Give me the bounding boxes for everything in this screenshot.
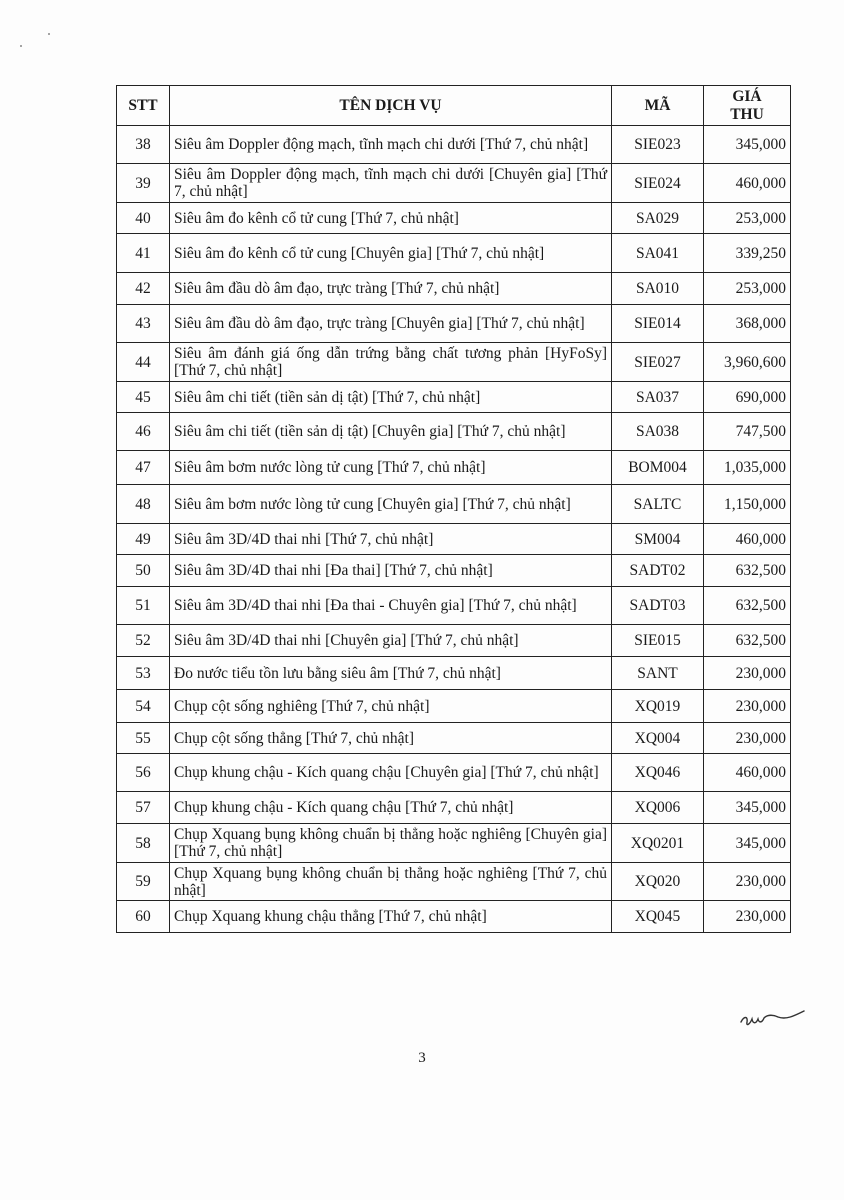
row-code: XQ046 <box>612 754 704 792</box>
row-service-name: Siêu âm Doppler động mạch, tĩnh mạch chi dưới [Chuyên gia] [Thứ 7, chủ nhật] <box>170 164 612 203</box>
table-row <box>117 203 791 234</box>
row-code: XQ019 <box>612 690 704 723</box>
row-service-name: Siêu âm 3D/4D thai nhi [Thứ 7, chủ nhật] <box>170 524 612 555</box>
table-row <box>117 555 791 587</box>
table-row <box>117 451 791 485</box>
row-code: SIE023 <box>612 126 704 164</box>
table-row <box>117 863 791 901</box>
row-stt: 60 <box>117 901 170 933</box>
table-row <box>117 625 791 657</box>
table-row <box>117 901 791 933</box>
row-service-name: Siêu âm đo kênh cổ tử cung [Chuyên gia] [Thứ 7, chủ nhật] <box>170 234 612 273</box>
row-service-name: Siêu âm Doppler động mạch, tĩnh mạch chi dưới [Thứ 7, chủ nhật] <box>170 126 612 164</box>
row-price: 632,500 <box>704 587 791 625</box>
row-stt: 39 <box>117 164 170 203</box>
row-stt: 54 <box>117 690 170 723</box>
service-price-table <box>116 85 791 933</box>
row-service-name: Chụp Xquang khung chậu thẳng [Thứ 7, chủ nhật] <box>170 901 612 933</box>
row-stt: 50 <box>117 555 170 587</box>
row-price: 460,000 <box>704 524 791 555</box>
row-code: SIE024 <box>612 164 704 203</box>
row-stt: 44 <box>117 343 170 382</box>
header-price <box>704 86 791 126</box>
table-row <box>117 126 791 164</box>
table-header-row <box>117 86 791 126</box>
row-service-name: Siêu âm chi tiết (tiền sản dị tật) [Chuyên gia] [Thứ 7, chủ nhật] <box>170 413 612 451</box>
row-service-name: Siêu âm 3D/4D thai nhi [Chuyên gia] [Thứ 7, chủ nhật] <box>170 625 612 657</box>
header-stt: STT <box>117 86 170 126</box>
row-stt: 45 <box>117 382 170 413</box>
row-service-name: Chụp cột sống thẳng [Thứ 7, chủ nhật] <box>170 723 612 754</box>
header-code: MÃ <box>612 86 704 126</box>
row-price: 345,000 <box>704 126 791 164</box>
row-service-name: Chụp Xquang bụng không chuẩn bị thẳng hoặc nghiêng [Chuyên gia] [Thứ 7, chủ nhật] <box>170 824 612 863</box>
row-code: SADT03 <box>612 587 704 625</box>
row-service-name: Siêu âm chi tiết (tiền sản dị tật) [Thứ 7, chủ nhật] <box>170 382 612 413</box>
row-price: 253,000 <box>704 203 791 234</box>
row-stt: 41 <box>117 234 170 273</box>
row-code: SA010 <box>612 273 704 305</box>
table-row <box>117 273 791 305</box>
row-stt: 58 <box>117 824 170 863</box>
table-body <box>117 126 791 933</box>
row-stt: 46 <box>117 413 170 451</box>
row-service-name: Siêu âm đầu dò âm đạo, trực tràng [Chuyên gia] [Thứ 7, chủ nhật] <box>170 305 612 343</box>
scan-speck <box>48 33 50 35</box>
row-price: 632,500 <box>704 555 791 587</box>
row-price: 230,000 <box>704 690 791 723</box>
row-price: 632,500 <box>704 625 791 657</box>
table-row <box>117 524 791 555</box>
header-price-line2: THU <box>730 105 764 123</box>
row-stt: 55 <box>117 723 170 754</box>
row-code: SA037 <box>612 382 704 413</box>
row-service-name: Đo nước tiểu tồn lưu bằng siêu âm [Thứ 7, chủ nhật] <box>170 657 612 690</box>
row-service-name: Chụp khung chậu - Kích quang chậu [Chuyên gia] [Thứ 7, chủ nhật] <box>170 754 612 792</box>
row-code: BOM004 <box>612 451 704 485</box>
table-row <box>117 723 791 754</box>
row-price: 230,000 <box>704 901 791 933</box>
row-stt: 56 <box>117 754 170 792</box>
header-price-line1: GIÁ <box>732 87 762 105</box>
row-price: 230,000 <box>704 657 791 690</box>
table-row <box>117 657 791 690</box>
row-price: 1,035,000 <box>704 451 791 485</box>
row-stt: 49 <box>117 524 170 555</box>
row-service-name: Chụp cột sống nghiêng [Thứ 7, chủ nhật] <box>170 690 612 723</box>
table-row <box>117 690 791 723</box>
row-stt: 57 <box>117 792 170 824</box>
row-price: 1,150,000 <box>704 485 791 524</box>
table-row <box>117 234 791 273</box>
row-code: SIE015 <box>612 625 704 657</box>
row-code: XQ004 <box>612 723 704 754</box>
row-service-name: Chụp Xquang bụng không chuẩn bị thẳng hoặc nghiêng [Thứ 7, chủ nhật] <box>170 863 612 901</box>
row-service-name: Siêu âm đầu dò âm đạo, trực tràng [Thứ 7, chủ nhật] <box>170 273 612 305</box>
row-code: SANT <box>612 657 704 690</box>
row-stt: 48 <box>117 485 170 524</box>
row-code: SIE027 <box>612 343 704 382</box>
row-stt: 52 <box>117 625 170 657</box>
row-price: 368,000 <box>704 305 791 343</box>
row-price: 3,960,600 <box>704 343 791 382</box>
initials-signature-icon <box>738 1006 808 1032</box>
row-stt: 40 <box>117 203 170 234</box>
row-code: SA038 <box>612 413 704 451</box>
row-stt: 42 <box>117 273 170 305</box>
row-stt: 38 <box>117 126 170 164</box>
table-row <box>117 343 791 382</box>
table-row <box>117 485 791 524</box>
row-price: 230,000 <box>704 723 791 754</box>
row-stt: 51 <box>117 587 170 625</box>
row-code: SM004 <box>612 524 704 555</box>
row-price: 230,000 <box>704 863 791 901</box>
row-code: XQ006 <box>612 792 704 824</box>
row-code: SALTC <box>612 485 704 524</box>
row-service-name: Siêu âm bơm nước lòng tử cung [Chuyên gia] [Thứ 7, chủ nhật] <box>170 485 612 524</box>
table-row <box>117 824 791 863</box>
row-code: SADT02 <box>612 555 704 587</box>
row-price: 345,000 <box>704 824 791 863</box>
row-stt: 43 <box>117 305 170 343</box>
table-row <box>117 413 791 451</box>
row-service-name: Siêu âm bơm nước lòng tử cung [Thứ 7, chủ nhật] <box>170 451 612 485</box>
page-number: 3 <box>418 1050 426 1066</box>
row-service-name: Siêu âm đo kênh cổ tử cung [Thứ 7, chủ nhật] <box>170 203 612 234</box>
row-stt: 47 <box>117 451 170 485</box>
row-service-name: Siêu âm đánh giá ống dẫn trứng bằng chất tương phản [HyFoSy] [Thứ 7, chủ nhật] <box>170 343 612 382</box>
row-price: 690,000 <box>704 382 791 413</box>
table-row <box>117 164 791 203</box>
row-code: XQ0201 <box>612 824 704 863</box>
scan-speck <box>20 45 22 47</box>
row-price: 345,000 <box>704 792 791 824</box>
row-service-name: Siêu âm 3D/4D thai nhi [Đa thai] [Thứ 7, chủ nhật] <box>170 555 612 587</box>
row-code: SIE014 <box>612 305 704 343</box>
table-row <box>117 792 791 824</box>
table-row <box>117 305 791 343</box>
table-row <box>117 382 791 413</box>
row-price: 253,000 <box>704 273 791 305</box>
row-service-name: Chụp khung chậu - Kích quang chậu [Thứ 7, chủ nhật] <box>170 792 612 824</box>
table-row <box>117 754 791 792</box>
row-code: SA029 <box>612 203 704 234</box>
row-price: 339,250 <box>704 234 791 273</box>
row-service-name: Siêu âm 3D/4D thai nhi [Đa thai - Chuyên gia] [Thứ 7, chủ nhật] <box>170 587 612 625</box>
header-service-name: TÊN DỊCH VỤ <box>170 86 612 126</box>
row-code: SA041 <box>612 234 704 273</box>
row-price: 460,000 <box>704 754 791 792</box>
row-price: 460,000 <box>704 164 791 203</box>
row-code: XQ020 <box>612 863 704 901</box>
row-price: 747,500 <box>704 413 791 451</box>
table-row <box>117 587 791 625</box>
row-code: XQ045 <box>612 901 704 933</box>
row-stt: 53 <box>117 657 170 690</box>
row-stt: 59 <box>117 863 170 901</box>
